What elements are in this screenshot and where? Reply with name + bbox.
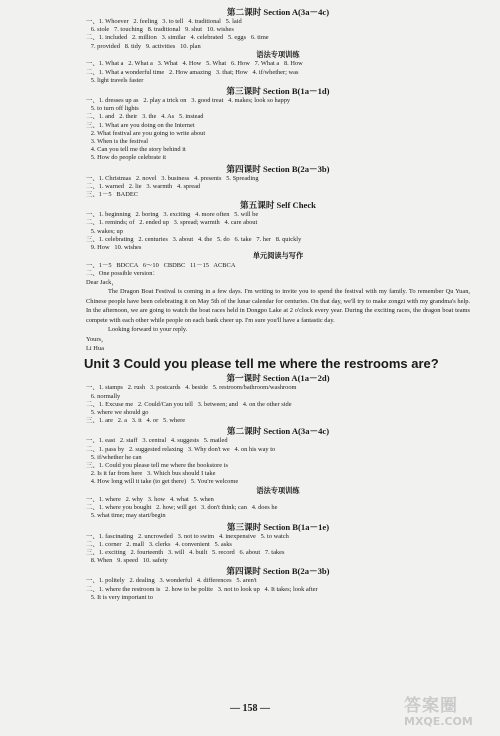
answer-line: 一、1. Whoever 2. feeling 3. to tell 4. traditional 5. laid [86,18,242,25]
subsection-heading: 语法专项训练 [256,50,300,59]
answer-line: 4. Can you tell me the story behind it [86,146,186,154]
answer-line: 三、1. Could you please tell me where the bookstore is [86,461,228,469]
section-heading: 第二课时 Section A(3a－4c) [226,7,330,17]
answer-line: 三、1. exciting 2. fourteenth 3. will 4. built 5. record 6. about 7. takes [86,549,285,557]
section-heading: 第五课时 Self Check [240,200,316,211]
answer-line: 二、One possible version： [86,269,159,277]
watermark-text: 答案圈 [404,696,458,716]
answer-line: 8. When 9. speed 10. safety [86,557,168,565]
answer-line: 二、1. What a wonderful time 2. How amazing 3. that; How 4. if/whether; was [86,68,299,76]
answer-line: 二、1. corner 2. mall 3. clerks 4. convenient 5. asks [86,540,232,548]
answer-line: 5. light travels faster [86,76,144,84]
answer-line: 5. if/whether he can [86,453,142,461]
answer-line: 6. normally [86,392,121,400]
answer-line: 三、1. What are you doing on the Internet [86,121,195,129]
answer-line: 二、1. where you bought 2. how; will get 3. don't think; can 4. does he [86,504,278,512]
answer-line: 一、1. stamps 2. rush 3. postcards 4. beside 5. restroom/bathroom/washroom [86,384,297,392]
unit-heading: Unit 3 Could you please tell me where the restrooms are? [84,356,439,372]
section-heading: 第三课时 Section B(1a－1d) [226,85,330,96]
answer-line: 一、1. politely 2. dealing 3. wonderful 4. differences 5. aren't [86,577,257,585]
watermark-url: MXQE.COM [404,715,473,728]
answer-line: 9. How 10. wishes [86,243,142,251]
answer-line: 6. stole 7. touching 8. traditional 9. shut 10. wishes [86,26,234,34]
unit2-answers [86,7,470,353]
answer-line: 二、1. Excuse me 2. Could/Can you tell 3. between; and 4. on the other side [86,400,292,408]
subsection-heading: 单元阅读与写作 [252,252,304,261]
answer-line: 一、1. where 2. why 3. how 4. what 5. when [86,496,214,504]
answer-line: 二、1. warned 2. lie 3. warmth 4. spread [86,182,201,190]
watermark-logo [404,696,496,732]
answer-line: 二、1. included 2. million 3. similar 4. celebrated 5. eggs 6. time [86,34,269,42]
letter-paragraph: The Dragon Boat Festival is coming in a few days. I'm writing to invite you to spend the festival with my family. To remember Qu Yuan, Chinese people have been celebrating it on May 5th of the lunar calendar for centuries. On that day, we'll try to make zongzi with my grandma's help. In the afternoon, we are going to watch the boat races held in Dongpo Lake at 2 o'clock every year. During the exciting races, the dragon boat teams compete with each other while people on each bank cheer up. I'm sure you'll have a fantastic day. [86,288,470,324]
answer-line: 三、1－5 BADEC [86,190,139,198]
answer-line: 3. When is the festival [86,137,148,145]
section-heading: 第二课时 Section A(3a－4c) [226,426,330,437]
answer-line: 7. provided 8. tidy 9. activities 10. plan [86,42,201,50]
answer-line: 三、1. are 2. a 3. it 4. or 5. where [86,417,186,425]
answer-line: 5. what time; may start/begin [86,512,166,520]
answer-line: 二、1. and 2. their 3. the 4. As 5. instead [86,113,204,121]
letter-line: Dear Jack， [86,279,118,287]
answer-line: 2. What festival are you going to write about [86,129,206,137]
answer-line: 一、1. beginning 2. boring 3. exciting 4. more often 5. will be [86,211,259,219]
answer-line: 5. where we should go [86,408,149,416]
unit3-answers [86,373,470,602]
letter-line: Yours， [86,335,108,343]
answer-line: 二、1. reminds; of 2. ended up 3. spread; warmth 4. care about [86,219,258,227]
answer-line: 5. to turn off lights [86,105,139,113]
answer-line: 4. How long will it take (to get there) 5. You're welcome [86,478,239,486]
answer-line: 三、1. celebrating 2. centuries 3. about 4. the 5. do 6. take 7. her 8. quickly [86,235,302,243]
subsection-heading: 语法专项训练 [256,486,300,495]
page-number: — 158 — [230,703,270,714]
answer-line: 一、1. dresses up as 2. play a trick on 3. good treat 4. makes; look so happy [86,96,291,104]
section-heading: 第四课时 Section B(2a－3b) [226,163,330,174]
answer-line: 二、1. pass by 2. suggested relaxing 3. Why don't we 4. on his way to [86,445,276,453]
letter-line: Li Hua [86,344,104,352]
section-heading: 第一课时 Section A(1a－2d) [226,373,330,384]
answer-line: 一、1. What a 2. What a 3. What 4. How 5. What 6. How 7. What a 8. How [86,60,303,68]
answer-line: 二、1. where the restroom is 2. how to be polite 3. not to look up 4. It takes; look after [86,585,318,593]
answer-line: 一、1. Christmas 2. novel 3. business 4. presents 5. Spreading [86,174,259,182]
answer-line: 一、1. east 2. staff 3. central 4. suggests 5. mailed [86,437,228,445]
section-heading: 第四课时 Section B(2a－3b) [226,566,330,577]
answer-line: 5. It is very important to [86,593,153,601]
answer-line: 2. Is it far from here 3. Which bus should I take [86,470,216,478]
letter-paragraph: Looking forward to your reply. [108,326,188,334]
answer-line: 5. How do people celebrate it [86,154,167,162]
section-heading: 第三课时 Section B(1a－1e) [226,521,330,532]
answer-line: 一、1－5 BDCCA 6～10 CBDBC 11－15 ACBCA [86,261,236,269]
answer-line: 5. wakes; up [86,227,123,235]
answer-line: 一、1. fascinating 2. uncrowded 3. not to swim 4. inexpensive 5. to watch [86,532,289,540]
